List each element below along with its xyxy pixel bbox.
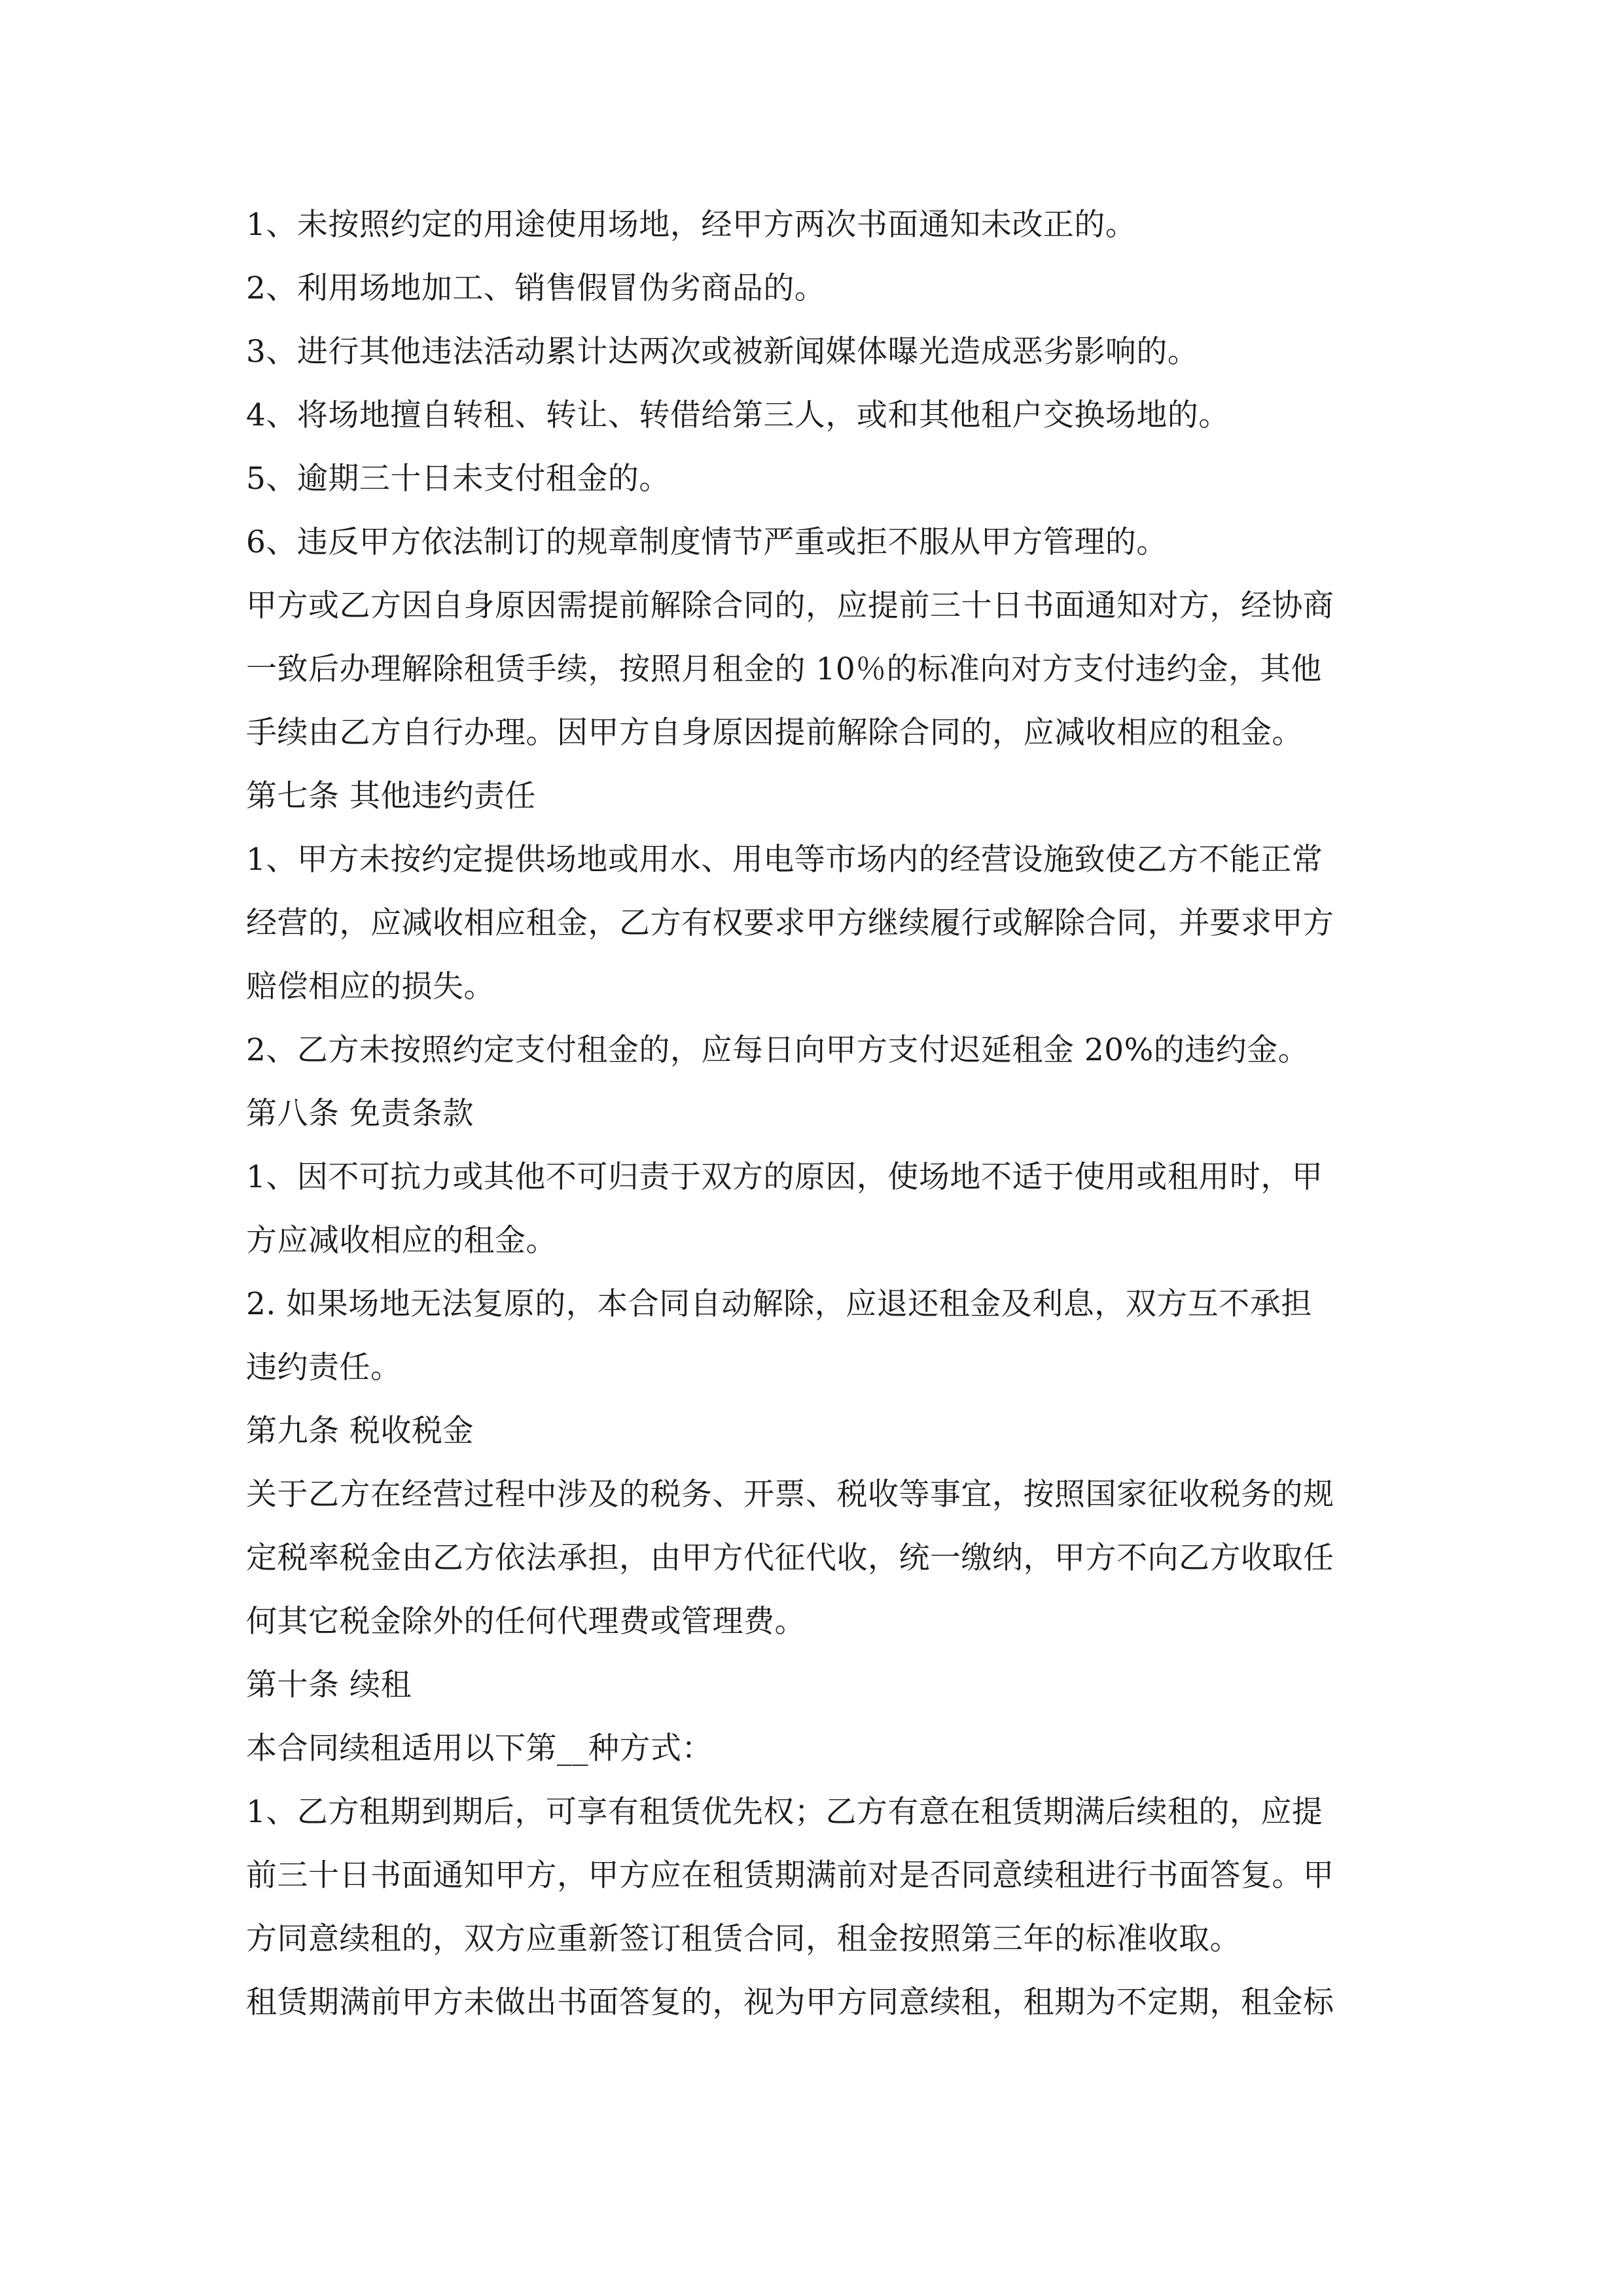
text-line: 经营的，应减收相应租金，乙方有权要求甲方继续履行或解除合同，并要求甲方: [246, 905, 1334, 941]
text-line: 1、乙方租期到期后，可享有租赁优先权；乙方有意在租赁期满后续租的，应提: [246, 1794, 1323, 1830]
text-line: 何其它税金除外的任何代理费或管理费。: [246, 1604, 806, 1640]
text-line: 甲方或乙方因自身原因需提前解除合同的，应提前三十日书面通知对方，经协商: [246, 588, 1334, 624]
text-line: 关于乙方在经营过程中涉及的税务、开票、税收等事宜，按照国家征收税务的规: [246, 1477, 1334, 1513]
section-heading: 第七条 其他违约责任: [246, 778, 536, 814]
text-line: 手续由乙方自行办理。因甲方自身原因提前解除合同的，应减收相应的租金。: [246, 715, 1303, 751]
text-line: 5、逾期三十日未支付租金的。: [246, 461, 670, 497]
section-heading: 第八条 免责条款: [246, 1096, 474, 1132]
text-line: 2. 如果场地无法复原的，本合同自动解除，应退还租金及利息，双方互不承担: [246, 1286, 1312, 1322]
text-line: 赔偿相应的损失。: [246, 969, 495, 1005]
text-line: 1、因不可抗力或其他不可归责于双方的原因，使场地不适于使用或租用时，甲: [246, 1159, 1323, 1195]
text-line: 1、未按照约定的用途使用场地，经甲方两次书面通知未改正的。: [246, 207, 1137, 243]
text-line: 2、乙方未按照约定支付租金的，应每日向甲方支付迟延租金 20%的违约金。: [246, 1032, 1310, 1068]
text-line: 6、违反甲方依法制订的规章制度情节严重或拒不服从甲方管理的。: [246, 524, 1168, 560]
text-line: 违约责任。: [246, 1350, 402, 1386]
text-line: 方同意续租的，双方应重新签订租赁合同，租金按照第三年的标准收取。: [246, 1921, 1241, 1957]
text-line: 定税率税金由乙方依法承担，由甲方代征代收，统一缴纳，甲方不向乙方收取任: [246, 1540, 1334, 1576]
text-line: 一致后办理解除租赁手续，按照月租金的 10％的标准向对方支付违约金，其他: [246, 651, 1322, 687]
text-line: 1、甲方未按约定提供场地或用水、用电等市场内的经营设施致使乙方不能正常: [246, 842, 1323, 878]
section-heading: 第九条 税收税金: [246, 1413, 474, 1449]
text-line: 本合同续租适用以下第__种方式：: [246, 1731, 713, 1767]
text-line: 2、利用场地加工、销售假冒伪劣商品的。: [246, 270, 826, 306]
text-line: 前三十日书面通知甲方，甲方应在租赁期满前对是否同意续租进行书面答复。甲: [246, 1857, 1334, 1893]
section-heading: 第十条 续租: [246, 1667, 412, 1703]
text-line: 3、进行其他违法活动累计达两次或被新闻媒体曝光造成恶劣影响的。: [246, 334, 1199, 370]
text-line: 4、将场地擅自转租、转让、转借给第三人，或和其他租户交换场地的。: [246, 397, 1230, 433]
text-line: 方应减收相应的租金。: [246, 1223, 557, 1259]
text-line: 租赁期满前甲方未做出书面答复的，视为甲方同意续租，租期为不定期，租金标: [246, 1984, 1334, 2020]
